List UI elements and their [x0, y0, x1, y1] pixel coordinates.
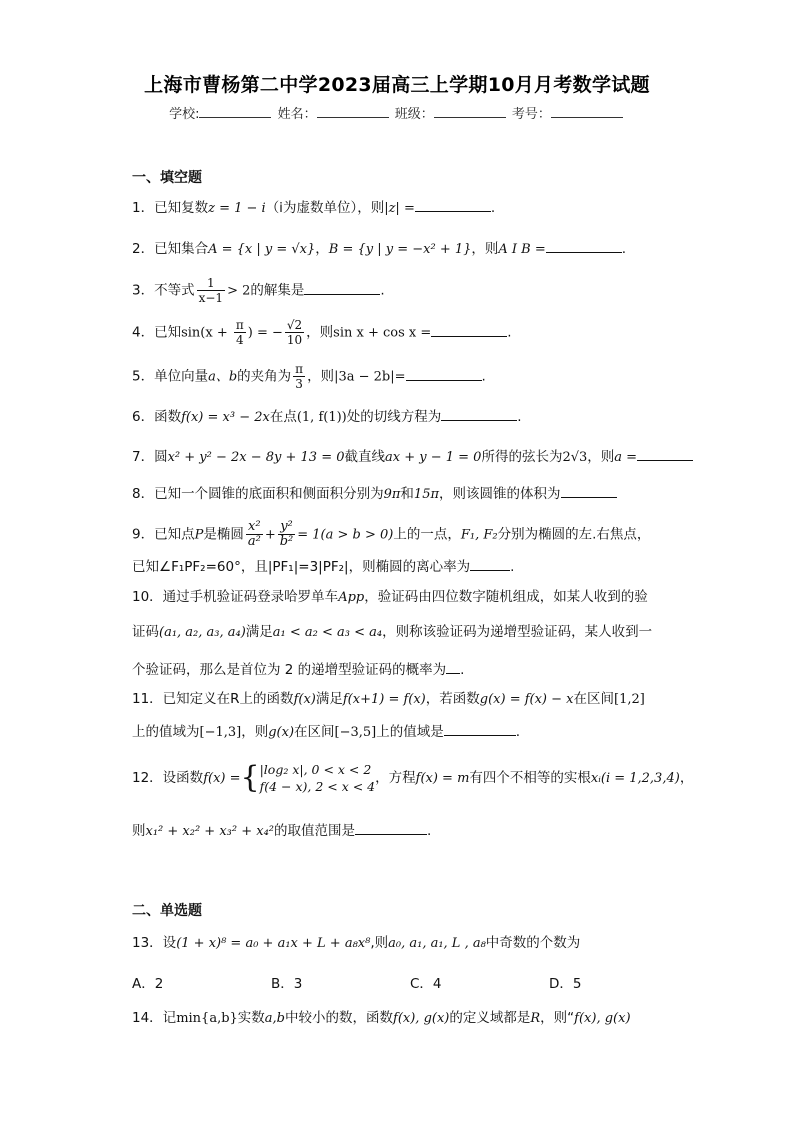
- q11-end: .: [515, 724, 521, 740]
- q4-sin: sin(x +: [181, 325, 232, 341]
- q9-foci: F₁, F₂: [460, 527, 498, 543]
- q4-text: 4．已知: [132, 324, 182, 341]
- name-field[interactable]: [317, 105, 389, 118]
- question-12: [132, 758, 694, 799]
- question-10-line2: [132, 622, 672, 643]
- question-10: [132, 587, 672, 608]
- q7-mid2: 所得的弦长为: [481, 449, 563, 465]
- q10-l2a: 证码: [132, 624, 159, 640]
- q11-l2a: 上的值域为: [132, 724, 200, 740]
- q10-l3: 个验证码，那么是首位为 2 的递增型验证码的概率为: [132, 662, 447, 678]
- q11-l2b: ，则: [241, 724, 269, 740]
- q14-ab: a,b: [264, 1011, 286, 1026]
- q12-mid2: 有四个不相等的实根: [469, 770, 591, 786]
- q12-mid: ，方程: [375, 770, 416, 786]
- q11-gx: g(x): [268, 725, 295, 740]
- q6-mid: 在点: [269, 409, 297, 425]
- q13-mid: ,则: [370, 935, 389, 951]
- q13-option-d[interactable]: D．5: [549, 976, 582, 992]
- q4-eq: ) = −: [247, 325, 283, 341]
- q12-pieces: [260, 761, 376, 795]
- q10-l1a: 10．通过手机验证码登录哈罗单车: [132, 589, 339, 605]
- q2-text: 2．已知集合: [132, 241, 209, 257]
- q7-line: ax + y − 1 = 0: [385, 450, 482, 465]
- q2-sep: ，: [315, 241, 329, 257]
- q1-abs: |z| =: [384, 201, 415, 216]
- q14-r: R: [530, 1011, 541, 1026]
- q8-text: 8．已知一个圆锥的底面积和侧面积分别为: [132, 486, 384, 502]
- q3-fraction: [197, 276, 225, 305]
- q4-pi-over-4: [234, 318, 246, 347]
- q11-fx: f(x): [293, 692, 316, 707]
- q3-ineq: > 2: [227, 283, 251, 299]
- q3-answer-blank[interactable]: [304, 280, 380, 295]
- q3-num: 1: [197, 276, 225, 291]
- q3-den: x−1: [198, 291, 224, 305]
- q8-mid: 和: [400, 486, 414, 502]
- q11-range: [−1,3]: [199, 725, 242, 740]
- q5-mid: 的夹角为: [237, 368, 292, 385]
- q13-post: 中奇数的个数为: [485, 935, 581, 951]
- q9-x2: x²: [246, 520, 263, 535]
- class-field[interactable]: [434, 105, 506, 118]
- section-single-choice: 二、单选题: [132, 903, 202, 919]
- question-9: [132, 520, 672, 549]
- q1-expr: z = 1 − i: [208, 201, 266, 216]
- q13-expr: (1 + x)⁸ = a₀ + a₁x + L + a₈x⁸: [176, 936, 371, 951]
- q5-mid2: ，则: [307, 368, 335, 385]
- q6-point: (1, f(1)): [296, 410, 347, 425]
- q9-line2-text: 已知∠F₁PF₂=60°，且|PF₁|=3|PF₂|，则椭圆的离心率为: [132, 559, 471, 575]
- q11-int2: [−3,5]: [334, 725, 377, 740]
- q2-set-a: A = {x | y = √x}: [208, 242, 316, 257]
- q1-answer-blank[interactable]: [415, 197, 491, 212]
- q13-option-c[interactable]: C．4: [410, 976, 442, 992]
- q12-answer-blank[interactable]: [355, 820, 427, 835]
- question-10-line3: [132, 659, 672, 680]
- q12-brace: {: [240, 760, 260, 795]
- q10-l2c: ，则称该验证码为递增型验证码，某人收到一: [382, 624, 653, 640]
- q5-pi: π: [295, 362, 304, 376]
- school-field[interactable]: [199, 105, 271, 118]
- q10-l1b: ，验证码由四位数字随机组成，如某人收到的验: [364, 589, 648, 605]
- q1-post: .: [490, 200, 496, 216]
- q6-end: .: [517, 409, 522, 425]
- q11-int1: [1,2]: [614, 692, 645, 707]
- q9-b2: b²: [279, 534, 294, 549]
- q9-plus: +: [264, 527, 276, 543]
- question-3: [132, 276, 672, 305]
- q9-a2: a²: [247, 534, 261, 549]
- q6-answer-blank[interactable]: [441, 406, 517, 421]
- question-4: [132, 318, 672, 347]
- q1-mid: （i为虚数单位），则: [265, 200, 385, 216]
- q3-end: .: [380, 282, 385, 299]
- q7-circle: x² + y² − 2x − 8y + 13 = 0: [167, 450, 345, 465]
- q2-post: .: [621, 241, 627, 257]
- q9-answer-blank[interactable]: [470, 556, 510, 571]
- q3-text: 3．不等式: [132, 282, 195, 299]
- q11-l2d: 上的值域是: [376, 724, 444, 740]
- student-info-row: [0, 103, 794, 122]
- q3-post: 的解集是: [250, 282, 305, 299]
- q14-mid2: 中较小的数，函数: [285, 1010, 394, 1026]
- question-5: [132, 362, 672, 391]
- q9-y-frac: [278, 520, 296, 549]
- question-11: [132, 689, 672, 710]
- exam-no-label: 考号：: [511, 107, 551, 122]
- q5-pi-over-3: [293, 362, 305, 391]
- q7-post: ，则: [587, 449, 615, 465]
- q13-text: 13．设: [132, 935, 177, 951]
- question-8: [132, 483, 672, 505]
- q5-expr: |3a − 2b|=: [334, 369, 406, 385]
- page-title: 上海市曹杨第二中学2023届高三上学期10月月考数学试题: [144, 74, 650, 96]
- name-label: 姓名：: [277, 107, 317, 122]
- q4-root: √2: [286, 318, 303, 332]
- q10-app: App: [338, 590, 365, 605]
- q11-eq: f(x+1) = f(x): [342, 692, 426, 707]
- q5-post: .: [481, 368, 486, 385]
- q7-a: a =: [614, 450, 638, 465]
- q14-mid3: 的定义域都是: [449, 1010, 531, 1026]
- q6-text: 6．函数: [132, 409, 182, 425]
- q11-l1b: 满足: [315, 691, 343, 707]
- q11-answer-blank[interactable]: [444, 721, 516, 736]
- q2-ab: A I B =: [498, 242, 546, 257]
- q12-l2a: 则: [132, 823, 146, 839]
- q12-l2b: 的取值范围是: [274, 823, 355, 839]
- q12-end: .: [427, 823, 432, 839]
- q7-length: 2√3: [562, 450, 588, 465]
- q4-expr: sin x + cos x =: [333, 325, 432, 341]
- q14-min: min{a,b}: [176, 1011, 238, 1026]
- q9-text: 9．已知点: [132, 526, 195, 543]
- q6-post: 处的切线方程为: [346, 409, 442, 425]
- q14-fg2: f(x), g(x): [574, 1011, 631, 1026]
- q10-end: .: [460, 662, 465, 678]
- q8-v2: 15π: [413, 487, 440, 502]
- q9-x-frac: [246, 520, 263, 549]
- question-11-line2: [132, 721, 672, 743]
- q14-text: 14．记: [132, 1010, 177, 1026]
- q9-cond: = 1(a > b > 0): [297, 527, 394, 543]
- q4-root-fraction: [285, 318, 304, 347]
- q9-mid: 是椭圆: [203, 526, 244, 543]
- q14-post: ，则“: [540, 1010, 575, 1026]
- q9-y2: y²: [278, 520, 296, 535]
- question-7: [132, 446, 672, 468]
- q12-eq: f(x) = m: [415, 771, 470, 786]
- q11-l1d: 在区间: [573, 691, 614, 707]
- q12-text: 12．设函数: [132, 770, 204, 786]
- q9-end: .: [510, 559, 515, 575]
- class-label: 班级：: [394, 107, 434, 122]
- q14-mid: 实数: [237, 1010, 265, 1026]
- q9-post: 上的一点，: [393, 526, 461, 543]
- q8-v1: 9π: [383, 487, 401, 502]
- q5-three: 3: [295, 377, 303, 391]
- question-14: [132, 1008, 672, 1029]
- q13-option-b[interactable]: B．3: [271, 976, 303, 992]
- q11-l1a: 11．已知定义在R上的函数: [132, 691, 294, 707]
- q2-mid: ，则: [471, 241, 499, 257]
- question-12-line2: [132, 820, 672, 842]
- q7-text: 7．圆: [132, 449, 168, 465]
- q7-answer-blank[interactable]: [637, 446, 693, 461]
- q4-answer-blank[interactable]: [431, 322, 507, 337]
- q7-mid: 截直线: [344, 449, 386, 465]
- q9-p: P: [194, 527, 204, 543]
- q11-l1c: ，若函数: [425, 691, 480, 707]
- section-fill-in: 一、填空题: [132, 170, 202, 186]
- q9-post2: 分别为椭圆的左.右焦点，: [497, 526, 651, 543]
- exam-no-field[interactable]: [551, 105, 623, 118]
- question-9-line2: [132, 556, 672, 577]
- q11-g: g(x) = f(x) − x: [479, 692, 574, 707]
- q5-answer-blank[interactable]: [406, 366, 482, 381]
- q5-vectors: a、b: [208, 369, 238, 385]
- question-13: [132, 933, 672, 954]
- q10-answer-blank[interactable]: [446, 659, 460, 674]
- q5-text: 5．单位向量: [132, 368, 209, 385]
- q13-coef: a₀, a₁, a₁, L , a₈: [388, 936, 486, 951]
- q10-code: (a₁, a₂, a₃, a₄): [159, 625, 246, 640]
- q12-sum: x₁² + x₂² + x₃² + x₄²: [145, 824, 274, 839]
- q8-post: ，则该圆锥的体积为: [439, 486, 561, 502]
- question-2: [132, 238, 672, 260]
- q12-end1: ，: [679, 770, 694, 786]
- q14-fg: f(x), g(x): [393, 1011, 450, 1026]
- q12-piece-1: |log₂ x|, 0 < x < 2: [259, 762, 372, 777]
- q1-text: 1．已知复数: [132, 200, 209, 216]
- question-6: [132, 406, 672, 428]
- q4-post: .: [507, 324, 512, 341]
- q2-answer-blank[interactable]: [546, 238, 622, 253]
- school-label: 学校:: [169, 107, 200, 122]
- q4-four: 4: [235, 333, 244, 347]
- q4-ten: 10: [286, 333, 303, 347]
- q12-piece-2: f(4 − x), 2 < x < 4: [259, 779, 376, 794]
- q13-option-a[interactable]: A．2: [132, 976, 164, 992]
- q6-function: f(x) = x³ − 2x: [181, 410, 270, 425]
- q10-l2b: 满足: [245, 624, 273, 640]
- q11-l2c: 在区间: [294, 724, 335, 740]
- q4-pi: π: [235, 318, 244, 332]
- question-1: [132, 197, 672, 219]
- q10-ineq: a₁ < a₂ < a₃ < a₄: [272, 625, 383, 640]
- q4-mid: ，则: [306, 324, 334, 341]
- q12-roots: xᵢ(i = 1,2,3,4): [590, 771, 680, 786]
- q8-answer-blank[interactable]: [561, 483, 617, 498]
- q2-set-b: B = {y | y = −x² + 1}: [328, 242, 472, 257]
- q12-f: f(x) =: [203, 771, 241, 786]
